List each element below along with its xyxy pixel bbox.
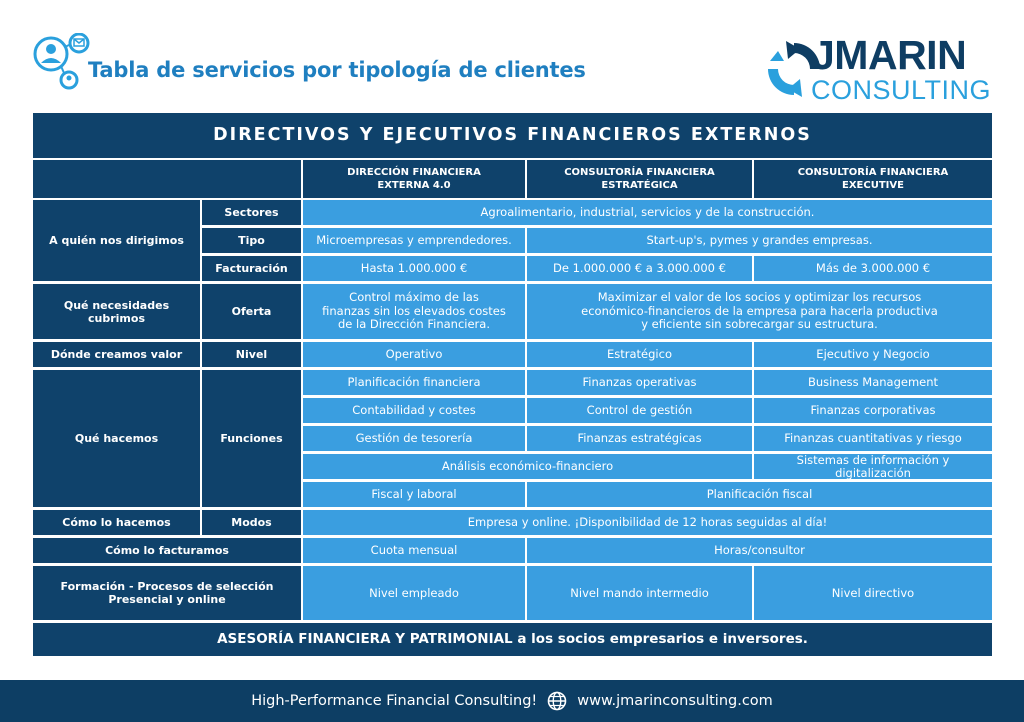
network-people-icon [33,33,93,91]
table-footnote: ASESORÍA FINANCIERA Y PATRIMONIAL a los socios empresarios e inversores. [33,623,992,656]
column-header-blank [33,160,301,198]
footer-tagline: High-Performance Financial Consulting! [251,693,538,709]
logo-word-consulting: CONSULTING [811,75,992,105]
row-group-facturamos: Cómo lo facturamos [33,538,301,563]
cell-func-r1-c1: Planificación financiera [303,370,525,395]
company-logo [764,32,994,107]
cell-factmode-c23: Horas/consultor [527,538,992,563]
globe-icon [547,691,567,711]
cell-nivel-c1: Operativo [303,342,525,367]
row-label-oferta: Oferta [202,284,301,339]
cell-func-r4-c3: Sistemas de información y digitalización [754,454,992,479]
footer-website-link[interactable]: www.jmarinconsulting.com [577,693,773,709]
cell-func-r3-c3: Finanzas cuantitativas y riesgo [754,426,992,451]
cell-sectores: Agroalimentario, industrial, servicios y de la construcción. [303,200,992,225]
cell-func-r1-c3: Business Management [754,370,992,395]
row-label-funciones: Funciones [202,370,301,507]
cell-tipo-c1: Microempresas y emprendedores. [303,228,525,253]
cell-func-r2-c2: Control de gestión [527,398,752,423]
text-line: Control máximo de las [349,290,479,305]
row-label-sectores: Sectores [202,200,301,225]
cell-fact-c1: Hasta 1.000.000 € [303,256,525,281]
row-label-facturacion: Facturación [202,256,301,281]
column-header-line: ESTRATÉGICA [601,180,678,191]
text-line: y eficiente sin sobrecargar su estructura. [641,317,878,332]
cell-oferta-c1 [303,284,525,339]
cell-oferta-c23 [527,284,992,339]
cell-fact-c2: De 1.000.000 € a 3.000.000 € [527,256,752,281]
page-header [0,0,1024,112]
row-group-como: Cómo lo hacemos [33,510,200,535]
cell-tipo-c23: Start-up's, pymes y grandes empresas. [527,228,992,253]
column-header-direccion [303,160,525,198]
column-header-line: CONSULTORÍA FINANCIERA [797,167,949,178]
column-header-line: CONSULTORÍA FINANCIERA [564,167,715,178]
row-group-a-quien: A quién nos dirigimos [33,200,200,281]
row-label-modos: Modos [202,510,301,535]
services-table [33,113,992,658]
cell-func-r3-c2: Finanzas estratégicas [527,426,752,451]
cell-func-r5-c1: Fiscal y laboral [303,482,525,507]
row-group-formacion [33,566,301,620]
cell-func-r4-c12: Análisis económico-financiero [303,454,752,479]
column-header-line: EXECUTIVE [842,180,904,191]
cell-factmode-c1: Cuota mensual [303,538,525,563]
cell-nivel-c3: Ejecutivo y Negocio [754,342,992,367]
row-label-tipo: Tipo [202,228,301,253]
cell-func-r1-c2: Finanzas operativas [527,370,752,395]
cell-fact-c3: Más de 3.000.000 € [754,256,992,281]
cell-func-r5-c23: Planificación fiscal [527,482,992,507]
column-header-executive [754,160,992,198]
cell-nivel-c2: Estratégico [527,342,752,367]
text-line: de la Dirección Financiera. [338,317,490,332]
text-line: Maximizar el valor de los socios y optimizar los recursos [597,290,922,305]
table-band-title: DIRECTIVOS Y EJECUTIVOS FINANCIEROS EXTERNOS [33,113,992,158]
column-header-estrategica [527,160,752,198]
logo-word-jmarin: JMARIN [812,32,967,78]
column-header-line: DIRECCIÓN FINANCIERA [347,167,481,178]
cell-form-c3: Nivel directivo [754,566,992,620]
text-line: Presencial y online [108,593,226,606]
page-title: Tabla de servicios por tipología de clientes [88,58,586,82]
column-header-line: EXTERNA 4.0 [377,180,451,191]
page-footer [0,680,1024,722]
row-group-valor: Dónde creamos valor [33,342,200,367]
text-line: finanzas sin los elevados costes [322,303,506,318]
cell-modos: Empresa y online. ¡Disponibilidad de 12 horas seguidas al día! [303,510,992,535]
cell-form-c2: Nivel mando intermedio [527,566,752,620]
text-line: Formación - Procesos de selección [60,580,274,593]
cell-func-r2-c1: Contabilidad y costes [303,398,525,423]
cell-func-r3-c1: Gestión de tesorería [303,426,525,451]
row-group-necesidades: Qué necesidades cubrimos [33,284,200,339]
cell-func-r2-c3: Finanzas corporativas [754,398,992,423]
row-group-hacemos: Qué hacemos [33,370,200,507]
row-label-nivel: Nivel [202,342,301,367]
text-line: económico-financieros de la empresa para hacerla productiva [581,303,938,318]
cell-form-c1: Nivel empleado [303,566,525,620]
